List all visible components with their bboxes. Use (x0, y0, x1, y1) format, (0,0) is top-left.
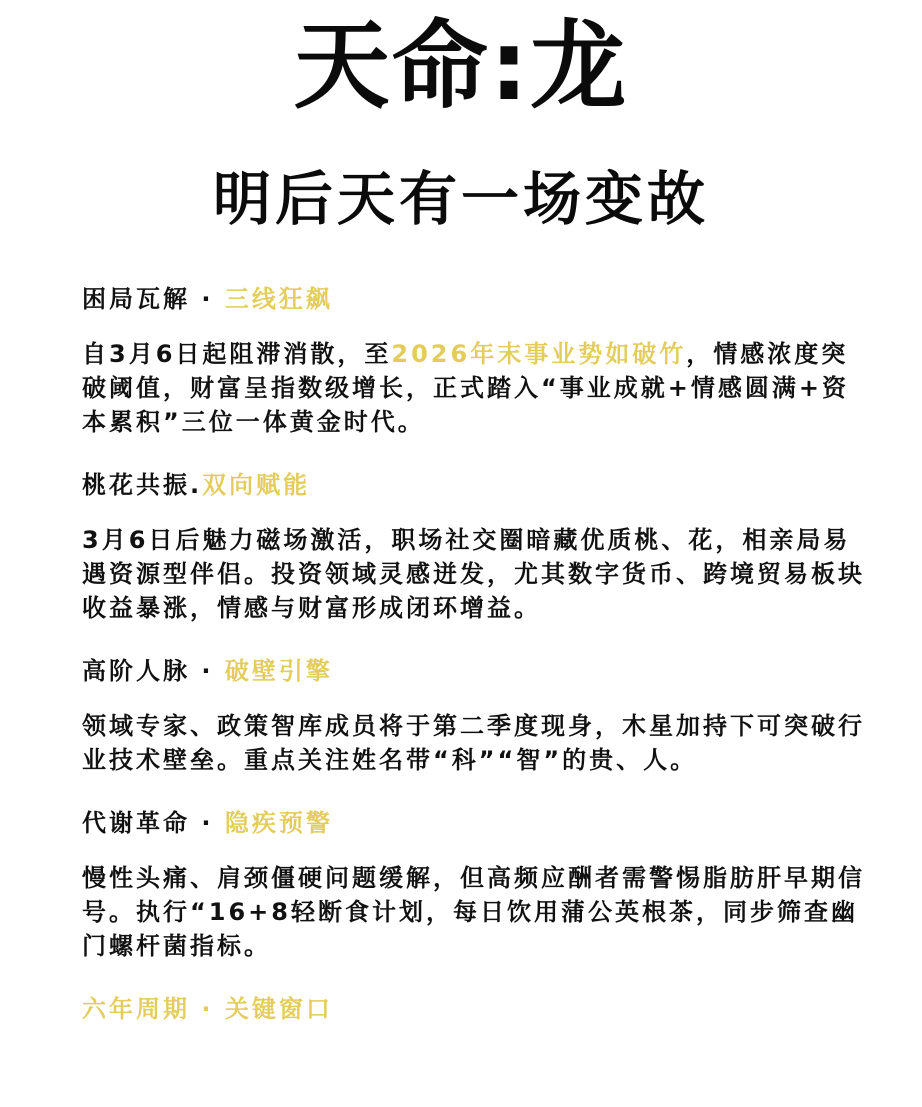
section-1-body (82, 337, 872, 439)
section-1 (82, 280, 872, 439)
section-2-heading (82, 466, 872, 504)
section-1-heading (82, 280, 872, 318)
section-5 (82, 990, 872, 1028)
section-2-heading-prefix: 桃花共振. (82, 471, 203, 499)
section-2 (82, 466, 872, 625)
section-3-body: 领域专家、政策智库成员将于第二季度现身，木星加持下可突破行业技术壁垒。重点关注姓名带“科”“智”的贵、人。 (82, 712, 865, 774)
page-title: 天命:龙 (293, 10, 629, 122)
page-subtitle: 明后天有一场变故 (212, 165, 709, 233)
article-content (82, 280, 872, 1047)
section-3-heading (82, 652, 872, 690)
section-2-heading-highlight: 双向赋能 (202, 471, 311, 499)
section-3-heading-prefix: 高阶人脉 · (82, 657, 225, 685)
section-1-body-before: 自3月6日起阻滞消散，至 (82, 340, 392, 368)
section-1-heading-highlight: 三线狂飙 (224, 285, 333, 313)
section-5-heading: 六年周期 · 关键窗口 (82, 995, 333, 1023)
section-1-body-after: ，情感浓度突破阈值，财富呈指数级增长，正式踏入“事业成就+情感圆满+资本累积”三位一体黄金时代。 (82, 340, 849, 436)
section-1-body-highlight: 2026年末事业势如破竹 (391, 340, 687, 368)
section-4-body: 慢性头痛、肩颈僵硬问题缓解，但高频应酬者需警惕脂肪肝早期信号。执行“16+8轻断食计划，每日饮用蒲公英根茶，同步筛查幽门螺杆菌指标。 (82, 864, 865, 960)
section-4 (82, 804, 872, 963)
section-3-heading-highlight: 破壁引擎 (224, 657, 333, 685)
section-2-body: 3月6日后魅力磁场激活，职场社交圈暗藏优质桃、花，相亲局易遇资源型伴侣。投资领域灵感迸发，尤其数字货币、跨境贸易板块收益暴涨，情感与财富形成闭环增益。 (82, 526, 865, 622)
section-4-heading-prefix: 代谢革命 · (82, 809, 225, 837)
section-1-heading-prefix: 困局瓦解 · (82, 285, 225, 313)
section-4-heading-highlight: 隐疾预警 (224, 809, 333, 837)
section-4-heading (82, 804, 872, 842)
section-3 (82, 652, 872, 777)
